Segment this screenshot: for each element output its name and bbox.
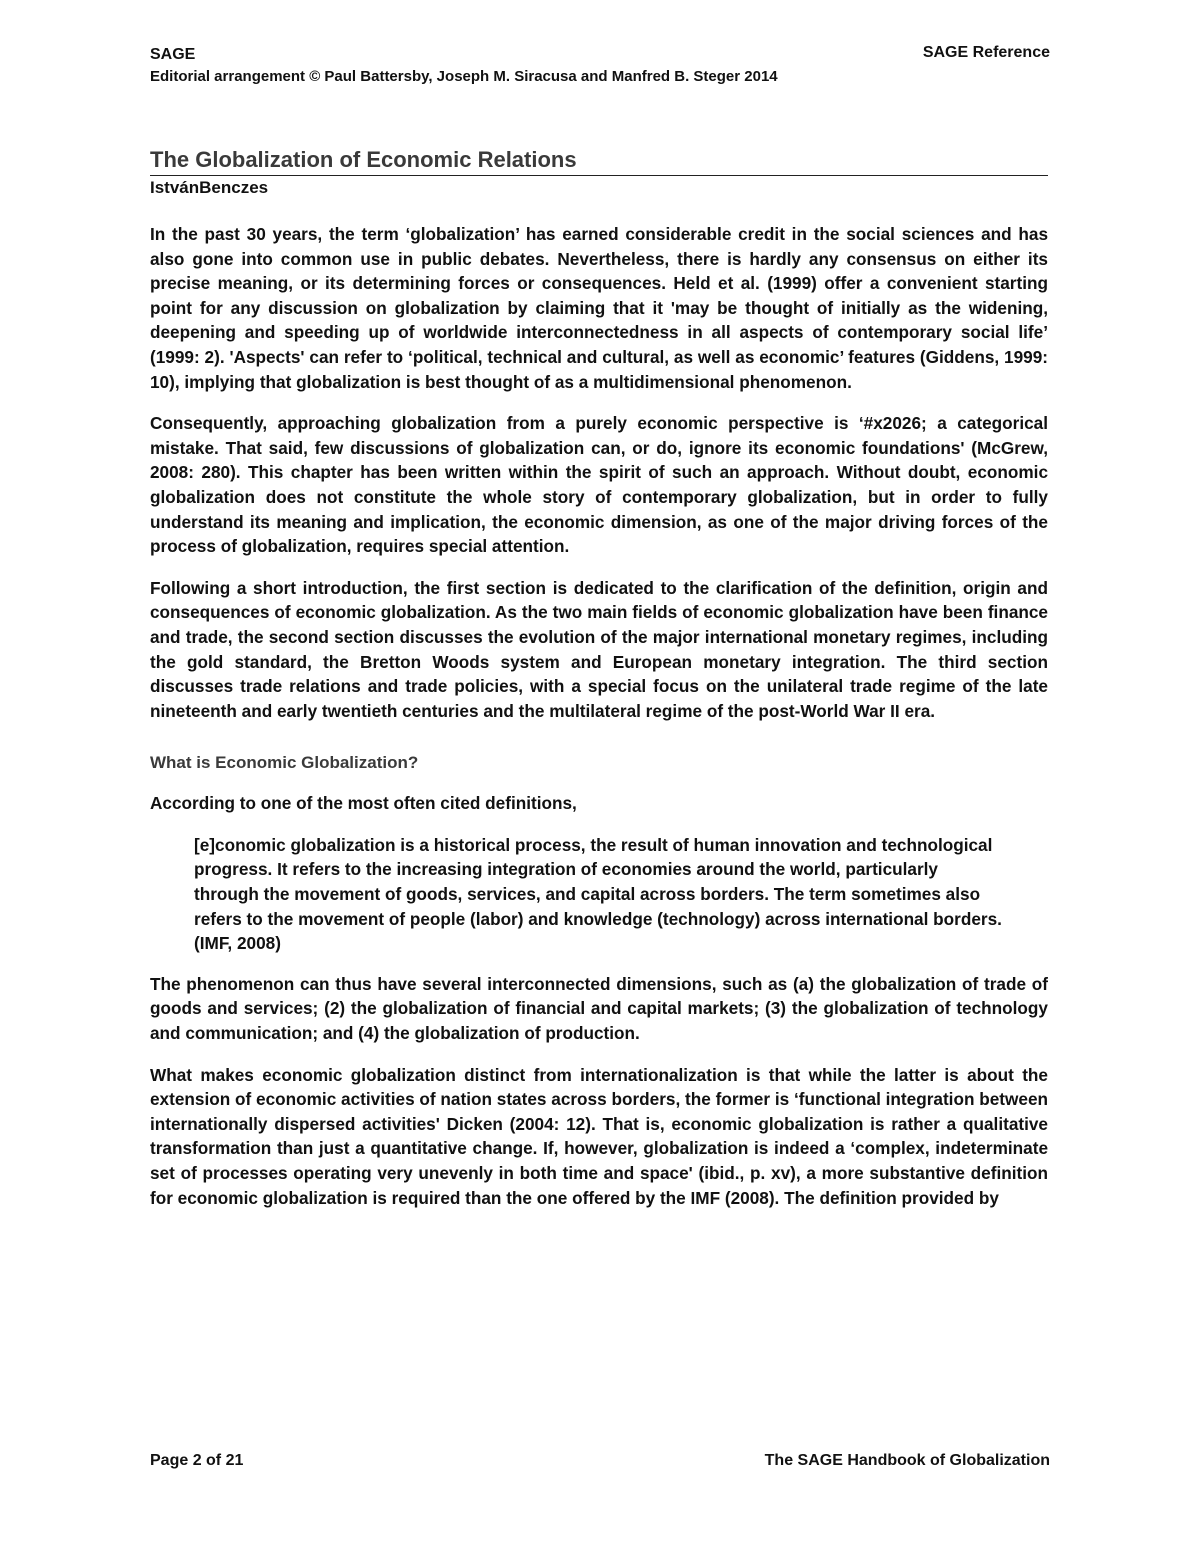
book-title-footer: The SAGE Handbook of Globalization <box>764 1452 1050 1469</box>
editorial-credit: Editorial arrangement © Paul Battersby, Joseph M. Siracusa and Manfred B. Steger 2014 <box>150 68 778 85</box>
block-quote: [e]conomic globalization is a historical process, the result of human innovation and technological progress. It refers to the increasing integration of economies around the world, particularly through the movement of goods, services, and capital across borders. The term sometimes also refers to the movement of people (labor) and knowledge (technology) across international borders. (IMF, 2008) <box>194 834 1002 954</box>
article-title: The Globalization of Economic Relations <box>150 147 1048 176</box>
paragraph-1: In the past 30 years, the term ‘globalization’ has earned considerable credit in the social sciences and has also gone into common use in public debates. Nevertheless, there is hardly any consensus on either its precise meaning, or its determining forces or consequences. Held et al. (1999) offer a convenient starting point for any discussion on globalization by claiming that it 'may be thought of initially as the widening, deepening and speeding up of worldwide interconnectedness in all aspects of contemporary social life’ (1999: 2). 'Aspects' can refer to ‘political, technical and cultural, as well as economic’ features (Giddens, 1999: 10), implying that globalization is best thought of as a multidimensional phenomenon. <box>150 224 1048 392</box>
page-header-left <box>150 44 778 88</box>
paragraph-5: The phenomenon can thus have several interconnected dimensions, such as (a) the globalization of trade of goods and services; (2) the globalization of financial and capital markets; (3) the globalization of technology and communication; and (4) the globalization of production. <box>150 973 1048 1044</box>
paragraph-6: What makes economic globalization distinct from internationalization is that while the latter is about the extension of economic activities of nation states across borders, the former is ‘functional integration between internationally dispersed activities' Dicken (2004: 12). That is, economic globalization is rather a qualitative transformation than just a quantitative change. If, however, globalization is indeed a ‘complex, indeterminate set of processes operating very unevenly in both time and space' (ibid., p. xv), a more substantive definition for economic globalization is required than the one offered by the IMF (2008). The definition provided by <box>150 1064 1048 1208</box>
section-heading: What is Economic Globalization? <box>150 753 419 773</box>
paragraph-2: Consequently, approaching globalization from a purely economic perspective is ‘#x2026; a categorical mistake. That said, few discussions of globalization can, or do, ignore its economic foundations' (McGrew, 2008: 280). This chapter has been written within the spirit of such an approach. Without doubt, economic globalization does not constitute the whole story of contemporary globalization, but in order to fully understand its meaning and implication, the economic dimension, as one of the major driving forces of the process of globalization, requires special attention. <box>150 413 1048 557</box>
paragraph-4: According to one of the most often cited definitions, <box>150 793 577 814</box>
article-body <box>150 222 1048 1227</box>
article-author: IstvánBenczes <box>150 178 269 197</box>
paragraph-3: Following a short introduction, the first section is dedicated to the clarification of the definition, origin and consequences of economic globalization. As the two main fields of economic globalization have been finance and trade, the second section discusses the evolution of the major international monetary regimes, including the gold standard, the Bretton Woods system and European monetary integration. The third section discusses trade relations and trade policies, with a special focus on the unilateral trade regime of the late nineteenth and early twentieth centuries and the multilateral regime of the post-World War II era. <box>150 577 1048 721</box>
publisher-name: SAGE <box>150 46 196 63</box>
page-number: Page 2 of 21 <box>150 1452 244 1469</box>
page-header-right: SAGE Reference <box>922 44 1050 61</box>
